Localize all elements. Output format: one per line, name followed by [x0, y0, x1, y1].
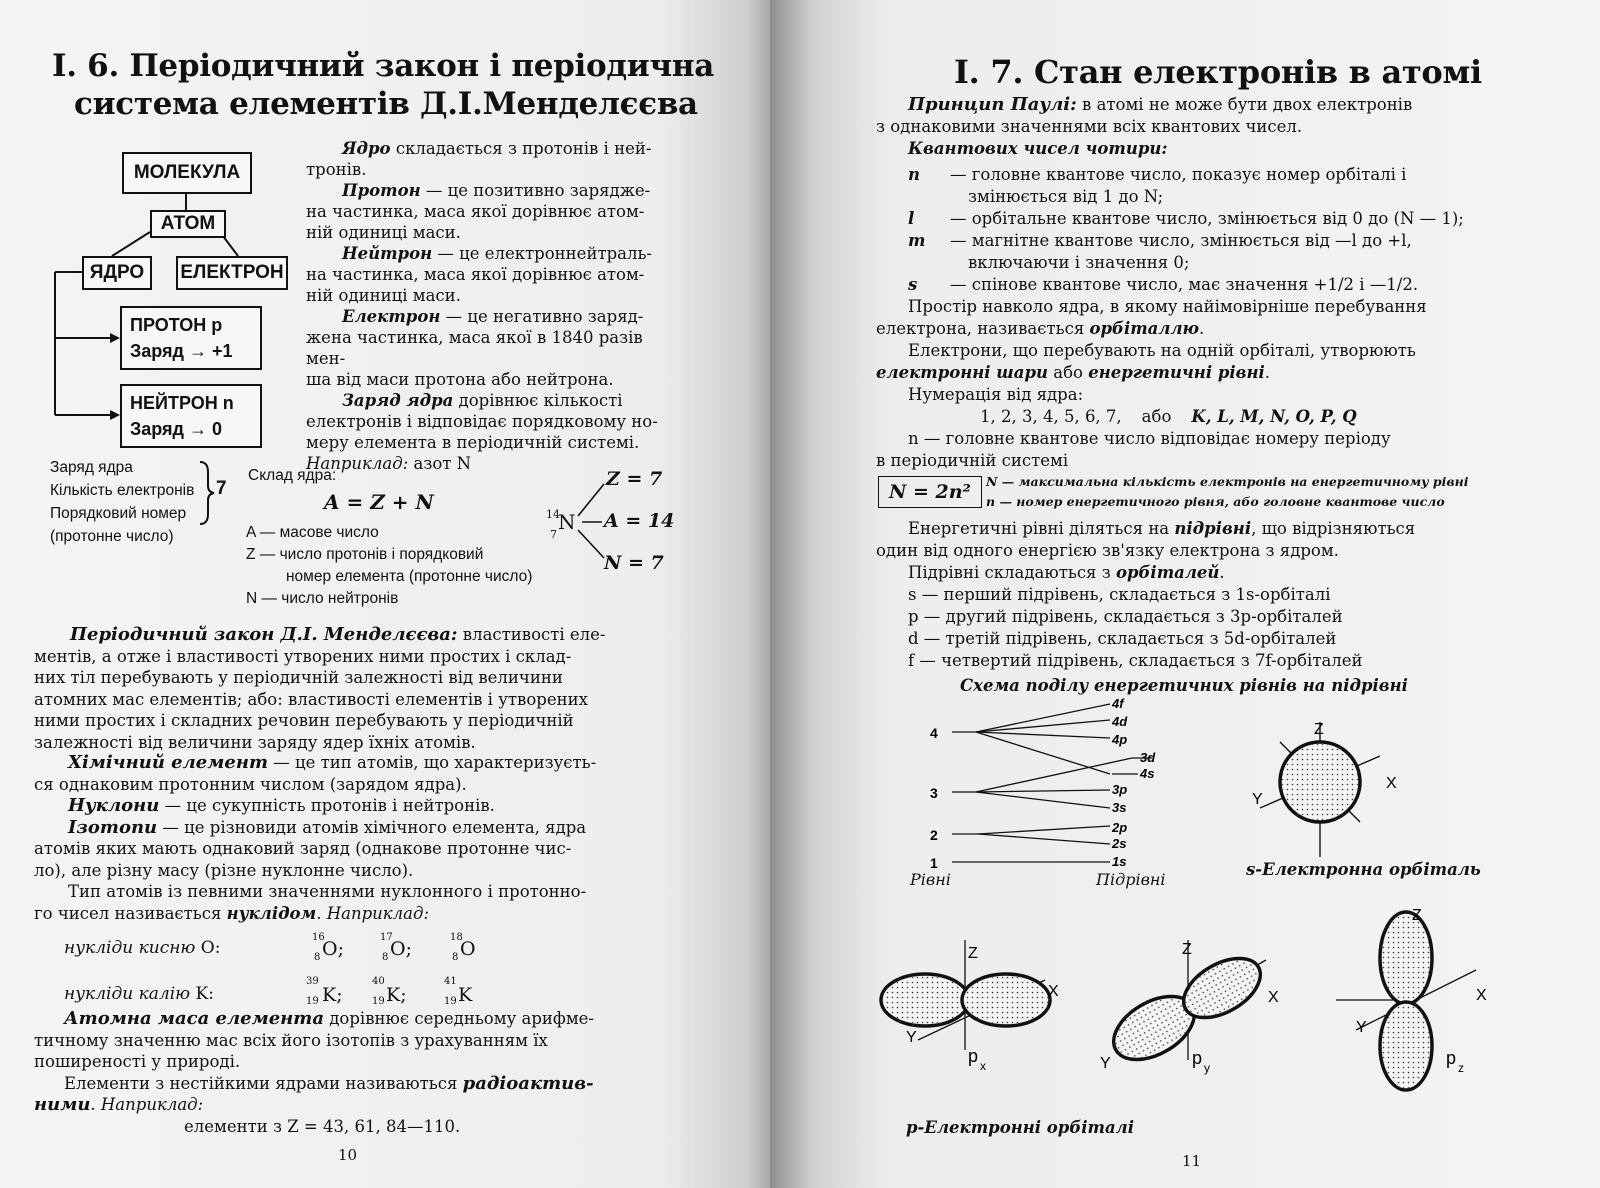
pz-orbital-figure: [1326, 900, 1506, 1100]
charge-text-3: меру елемента в періодичній системі.: [306, 433, 640, 452]
potassium-39-symbol: K: [322, 984, 337, 1006]
sublevel-term: підрівні: [1174, 519, 1252, 538]
bracket-item-proton-number: (протонне число): [50, 528, 174, 545]
pz-label: p: [1446, 1048, 1457, 1068]
shells-term: електронні шари: [876, 363, 1048, 382]
shells-mid: або: [1048, 363, 1089, 382]
sublevel-1s: 1s: [1112, 854, 1127, 869]
sublevel-p: p — другий підрівень, складається з 3p-орбіталей: [908, 607, 1343, 626]
orbital-term: орбіталлю: [1089, 319, 1200, 338]
bracket-item-charge: Заряд ядра: [50, 459, 133, 476]
electron-text-3: ша від маси протона або нейтрона.: [306, 370, 614, 389]
potassium-40-z: 19: [372, 996, 385, 1007]
oxygen-17-symbol: O: [390, 938, 406, 960]
atomic-mass-text-2: тичному значенню мас всіх його ізотопів з урахуванням їх: [34, 1030, 548, 1050]
nucleus-text: складається з протонів і ней-: [390, 139, 652, 158]
level-3: 3: [930, 785, 938, 801]
q-m-symbol: m: [908, 231, 926, 250]
nucleons-text: — це сукупність протонів і нейтронів.: [159, 796, 495, 815]
periodic-law-line: атомних мас елементів; або: властивості елементів і утворених: [34, 689, 588, 709]
neutron-text: — це електроннейтраль-: [432, 244, 653, 263]
level-4: 4: [930, 725, 938, 741]
chem-element-term: Хімічний елемент: [68, 752, 268, 773]
bracket-item-number: Порядковий номер: [50, 505, 187, 522]
energy-levels-term: енергетичні рівні: [1088, 363, 1265, 382]
left-page: [0, 0, 770, 1188]
py-axis-x: X: [1268, 989, 1279, 1006]
neutron-box-charge: Заряд → 0: [130, 419, 222, 439]
sublevel-2s: 2s: [1112, 836, 1127, 851]
radioactive-example: Наприклад:: [100, 1095, 204, 1114]
orbital-text-2: електрона, називається: [876, 319, 1090, 338]
py-axis-y: Y: [1100, 1055, 1111, 1072]
period-text-2: в періодичній системі: [876, 451, 1069, 470]
px-orbital-figure: [870, 930, 1080, 1080]
oxygen-symbol-label: O:: [195, 938, 221, 958]
proton-box: [120, 306, 262, 370]
px-axis-z: Z: [968, 945, 978, 962]
quantum-numbers-list: [876, 164, 1516, 296]
potassium-40-symbol: K: [386, 984, 401, 1006]
periodic-law-paragraph: [34, 624, 674, 753]
nitrogen-a: A = 14: [604, 510, 675, 532]
s-axis-z: Z: [1314, 721, 1324, 738]
nitrogen-mass-number: 14: [546, 508, 560, 521]
chem-element-text: — це тип атомів, що характеризуєть-: [268, 753, 597, 772]
radioactive-text: Елементи з нестійкими ядрами називаються: [64, 1073, 463, 1093]
oxygen-17-z: 8: [382, 952, 389, 963]
nucleons-term: Нуклони: [68, 795, 160, 816]
oxygen-16-mass: 16: [312, 932, 325, 943]
sublevel-3p: 3p: [1112, 782, 1128, 797]
section-title-line2: система елементів Д.І.Менделєєва: [74, 86, 698, 122]
isotopes-text-2: атомів яких мають однаковий заряд (однакове протонне чис-: [34, 839, 572, 858]
proton-box-name: ПРОТОН p: [130, 315, 223, 335]
neutron-box: [120, 384, 262, 448]
composition-formula: A = Z + N: [324, 490, 434, 514]
periodic-law-line: них тіл перебувають у періодичній залежності від величини: [34, 668, 563, 687]
oxygen-16-z: 8: [314, 952, 321, 963]
q-m-text-2: включаючи і значення 0;: [968, 253, 1190, 272]
nitrogen-n: N = 7: [604, 552, 664, 574]
bracket-value: 7: [216, 478, 227, 499]
oxygen-18-mass: 18: [450, 932, 463, 943]
proton-text: — це позитивно зарядже-: [420, 181, 651, 200]
p-orbital-caption: p-Електронні орбіталі: [906, 1118, 1134, 1137]
neutron-number-def: N — число нейтронів: [246, 590, 399, 607]
sublevel-block: [876, 518, 1516, 672]
nitrogen-z: Z = 7: [606, 468, 663, 490]
proton-number-def: Z — число протонів і порядковий: [246, 546, 484, 563]
px-sub: x: [980, 1059, 986, 1073]
radioactive-term: радіоактив-: [462, 1072, 594, 1094]
numbering-digits: 1, 2, 3, 4, 5, 6, 7,: [980, 407, 1122, 426]
oxygen-label: нукліди кисню: [64, 938, 196, 958]
px-axis-y: Y: [906, 1029, 917, 1046]
py-sub: y: [1204, 1061, 1210, 1075]
periodic-law-term: Періодичний закон Д.І. Менделєєва:: [70, 624, 458, 645]
numbering-label: Нумерація від ядра:: [908, 385, 1084, 404]
formula-n-def: N — максимальна кількість електронів на енергетичному рівні: [986, 474, 1469, 489]
q-s-symbol: s: [908, 275, 918, 294]
bracket-list: [50, 456, 210, 548]
pz-axis-x: X: [1476, 987, 1487, 1004]
potassium-39-mass: 39: [306, 976, 319, 987]
radioactive-elements: елементи з Z = 43, 61, 84—110.: [184, 1116, 461, 1136]
potassium-40-mass: 40: [372, 976, 385, 987]
nucleus-box: ЯДРО: [82, 256, 152, 290]
sublevels-label: Підрівні: [1096, 870, 1166, 889]
radioactive-term-2: ними: [34, 1094, 91, 1115]
sublevel-text: Енергетичні рівні діляться на: [908, 519, 1175, 538]
sublevel-f: f — четвертий підрівень, складається з 7f-орбіталей: [908, 651, 1363, 670]
composition-defs: [246, 522, 532, 610]
pz-sub: z: [1458, 1061, 1464, 1075]
atomic-mass-text: дорівнює середньому арифме-: [324, 1009, 595, 1028]
potassium-nuclides: [64, 984, 214, 1004]
numbering-letters: K, L, M, N, O, P, Q: [1191, 407, 1357, 426]
isotopes-term: Ізотопи: [68, 816, 158, 838]
molecule-box: МОЛЕКУЛА: [122, 152, 252, 194]
oxygen-16: O;: [322, 938, 344, 960]
sub-orb-term: орбіталей: [1115, 563, 1220, 582]
sublevel-4f: 4f: [1112, 696, 1124, 711]
oxygen-17: O;: [390, 938, 412, 960]
period-text: n — головне квантове число відповідає номеру періоду: [908, 429, 1391, 448]
atom-box: АТОМ: [150, 210, 226, 238]
proton-term: Протон: [342, 181, 421, 200]
q-n-text-2: змінюється від 1 до N;: [968, 187, 1164, 206]
charge-text-2: електронів і відповідає порядковому но-: [306, 412, 658, 431]
s-axis-y: Y: [1252, 791, 1263, 808]
bracket-item-electrons: Кількість електронів: [50, 482, 195, 499]
curly-brace-icon: [196, 460, 216, 526]
oxygen-18: O: [460, 938, 476, 960]
particle-definitions: [306, 138, 676, 474]
pauli-term: Принцип Паулі:: [908, 94, 1077, 115]
atomic-mass-term: Атомна маса елемента: [64, 1008, 325, 1029]
isotopes-text-3: ло), але різну масу (різне нуклонне число).: [34, 860, 414, 880]
radioactive-text-2: .: [90, 1095, 101, 1114]
nuclide-text: Тип атомів із певними значеннями нуклонного і протонно-: [68, 882, 587, 901]
sub-orb-text: Підрівні складаються з: [908, 563, 1116, 582]
right-page: [770, 0, 1600, 1188]
shells-text: Електрони, що перебувають на одній орбіталі, утворюють: [908, 341, 1416, 360]
oxygen-16-symbol: O: [322, 938, 338, 960]
nuclide-text-3: .: [316, 903, 327, 923]
scheme-title: Схема поділу енергетичних рівнів на підрівні: [960, 676, 1408, 695]
page-number-left: 10: [338, 1146, 358, 1164]
q-m-text: — магнітне квантове число, змінюється від —l до +l,: [950, 231, 1412, 250]
nucleus-term: Ядро: [342, 139, 391, 158]
orbital-block: [876, 296, 1516, 472]
section-title-right: І. 7. Стан електронів в атомі: [954, 53, 1482, 91]
orbital-text: Простір навколо ядра, в якому найімовірніше перебування: [908, 297, 1427, 316]
composition-title: Склад ядра:: [248, 467, 337, 484]
proton-box-charge: Заряд → +1: [130, 341, 233, 361]
periodic-law-text: властивості еле-: [457, 625, 606, 644]
sublevel-4d: 4d: [1112, 714, 1128, 729]
oxygen-nuclides: [64, 938, 220, 958]
sublevel-d: d — третій підрівень, складається з 5d-орбіталей: [908, 629, 1337, 648]
nuclide-text-2: го чисел називається: [34, 903, 227, 923]
mass-number-def: A — масове число: [246, 524, 379, 541]
sublevel-3s: 3s: [1112, 800, 1127, 815]
sublevel-text-3: один від одного енергією зв'язку електрона з ядром.: [876, 541, 1339, 560]
nitrogen-atomic-number: 7: [550, 528, 557, 541]
s-orbital-caption: s-Електронна орбіталь: [1246, 860, 1481, 879]
definitions-block: [34, 752, 674, 924]
atomic-mass-paragraph: [34, 1008, 674, 1137]
q-l-symbol: l: [908, 209, 915, 228]
s-axis-x: X: [1386, 775, 1397, 792]
sublevel-text-2: , що відрізняються: [1251, 519, 1416, 538]
section-title-line1: І. 6. Періодичний закон і періодична: [52, 48, 715, 84]
page-number-right: 11: [1182, 1152, 1202, 1170]
potassium-41-mass: 41: [444, 976, 457, 987]
py-label: p: [1192, 1048, 1203, 1068]
q-n-text: — головне квантове число, показує номер орбіталі і: [950, 165, 1407, 184]
proton-text-3: ній одиниці маси.: [306, 223, 461, 242]
s-orbital-figure: [1250, 712, 1420, 862]
neutron-box-name: НЕЙТРОН n: [130, 393, 234, 413]
pz-axis-y: Y: [1356, 1019, 1367, 1036]
px-label: p: [968, 1046, 979, 1066]
sublevel-2p: 2p: [1112, 820, 1128, 835]
neutron-text-3: ній одиниці маси.: [306, 286, 461, 305]
sub-orb-end: .: [1219, 563, 1225, 582]
q-n-symbol: n: [908, 165, 920, 184]
oxygen-18-z: 8: [452, 952, 459, 963]
example-text: азот N: [408, 454, 472, 473]
level-2: 2: [930, 827, 938, 843]
potassium-label: нукліди калію: [64, 984, 191, 1004]
py-axis-z: Z: [1182, 941, 1192, 958]
potassium-symbol-label: K:: [190, 984, 214, 1004]
potassium-41-z: 19: [444, 996, 457, 1007]
formula-box: N = 2n²: [878, 476, 982, 508]
nucleus-text-2: тронів.: [306, 160, 367, 179]
py-orbital-figure: [1096, 930, 1296, 1080]
sublevel-s: s — перший підрівень, складається з 1s-орбіталі: [908, 585, 1331, 604]
energy-level-scheme: [900, 694, 1180, 894]
potassium-39: K;: [322, 984, 343, 1006]
neutron-text-2: на частинка, маса якої дорівнює атом-: [306, 265, 645, 284]
potassium-40: K;: [386, 984, 407, 1006]
proton-number-def-2: номер елемента (протонне число): [286, 568, 533, 585]
potassium-41: K: [458, 984, 473, 1006]
neutron-term: Нейтрон: [342, 244, 433, 263]
electron-term: Електрон: [342, 307, 441, 326]
example-label: Наприклад:: [306, 454, 409, 473]
pauli-block: [876, 94, 1516, 160]
levels-label: Рівні: [910, 870, 951, 889]
isotopes-text: — це різновиди атомів хімічного елемента, ядра: [157, 817, 587, 837]
orbital-end: .: [1199, 319, 1205, 338]
periodic-law-line: залежності від величини заряду ядер їхніх атомів.: [34, 732, 476, 752]
pz-axis-z: Z: [1412, 907, 1422, 924]
charge-text: дорівнює кількості: [453, 391, 623, 410]
proton-text-2: на частинка, маса якої дорівнює атом-: [306, 202, 645, 221]
pauli-text-2: з однаковими значеннями всіх квантових чисел.: [876, 117, 1303, 136]
shells-end: .: [1264, 363, 1271, 382]
chem-element-text-2: ся однаковим протонним числом (зарядом ядра).: [34, 774, 467, 794]
sublevel-3d: 3d: [1140, 750, 1156, 765]
periodic-law-line: ними простих і складних речовин перебувають у періодичній: [34, 711, 574, 730]
level-1: 1: [930, 855, 938, 871]
formula-n2-def: n — номер енергетичного рівня, або головне квантове число: [986, 494, 1445, 509]
electron-box: ЕЛЕКТРОН: [176, 256, 288, 290]
sublevel-4s: 4s: [1140, 766, 1155, 781]
nuclide-term: нуклідом: [226, 903, 317, 923]
q-l-text: — орбітальне квантове число, змінюється від 0 до (N — 1);: [950, 209, 1464, 228]
pauli-text: в атомі не може бути двох електронів: [1076, 95, 1413, 114]
potassium-39-z: 19: [306, 996, 319, 1007]
quantum-heading: Квантових чисел чотири:: [908, 139, 1168, 158]
charge-term: Заряд ядра: [342, 391, 454, 410]
electron-text: — це негативно заряд-: [440, 307, 644, 326]
numbering-or: або: [1141, 407, 1172, 426]
sublevel-4p: 4p: [1112, 732, 1128, 747]
nuclide-example: Наприклад:: [326, 903, 430, 923]
periodic-law-line: ментів, а отже і властивості утворених ними простих і склад-: [34, 646, 572, 666]
nitrogen-symbol: N: [558, 510, 576, 534]
oxygen-17-mass: 17: [380, 932, 393, 943]
electron-text-2: жена частинка, маса якої в 1840 разів мен-: [306, 328, 643, 368]
atomic-mass-text-3: поширеності у природі.: [34, 1052, 241, 1071]
q-s-text: — спінове квантове число, має значення +1/2 і —1/2.: [950, 275, 1419, 294]
formula-defs: [986, 472, 1468, 512]
px-axis-x: X: [1048, 983, 1059, 1000]
